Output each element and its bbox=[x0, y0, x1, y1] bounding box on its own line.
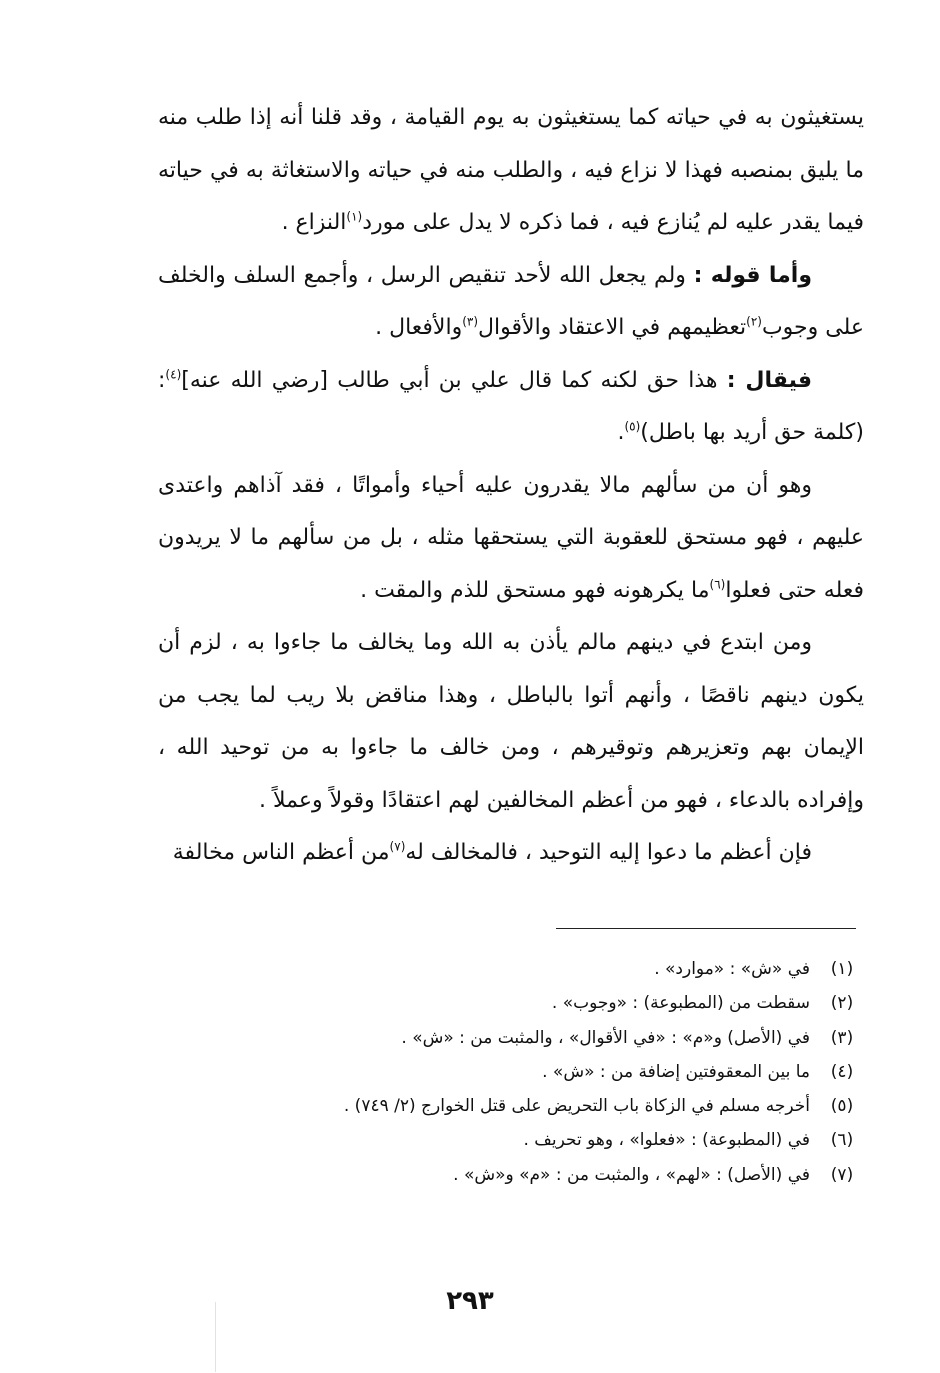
footnote-item bbox=[242, 1021, 862, 1055]
footnote-item bbox=[242, 1089, 862, 1123]
footnote-ref: (٥) bbox=[624, 419, 641, 434]
footnote-ref: (٣) bbox=[462, 314, 479, 329]
footnote-text: في (الأصل) : «لهم» ، والمثبت من : «م» و«ش» . bbox=[453, 1164, 810, 1185]
paragraph-text: تعظيمهم في الاعتقاد والأقوال bbox=[478, 315, 747, 340]
footnote-number: (٧) bbox=[830, 1164, 854, 1185]
paragraph-text: من أعظم الناس مخالفة bbox=[172, 840, 390, 865]
footnote-number: (١) bbox=[830, 959, 854, 979]
footnote-item bbox=[242, 1055, 862, 1089]
footnote-ref: (٦) bbox=[709, 577, 726, 592]
footnote-number: (٢) bbox=[830, 993, 854, 1014]
paragraph-text: النزاع . bbox=[281, 210, 347, 235]
paragraph-1 bbox=[158, 92, 864, 250]
footnote-item bbox=[242, 1158, 862, 1192]
paragraph-text: ولم يجعل الله لأحد تنقيص الرسل ، وأجمع السلف والخلف على وجوب bbox=[158, 262, 864, 340]
main-text bbox=[158, 92, 864, 880]
paragraph-text: . bbox=[617, 420, 625, 445]
paragraph-lead: وأما قوله : bbox=[693, 262, 812, 288]
footnote-item bbox=[242, 986, 862, 1020]
page-number: ٢٩٣ bbox=[446, 1286, 494, 1316]
footnote-ref: (٤) bbox=[165, 367, 182, 382]
footnote-ref: (١) bbox=[346, 209, 363, 224]
footnote-number: (٥) bbox=[830, 1096, 854, 1117]
footnote-number: (٤) bbox=[830, 1061, 854, 1082]
footnote-text: في (الأصل) و«م» : «في الأقوال» ، والمثبت من : «ش» . bbox=[401, 1027, 810, 1048]
footnote-text: سقطت من (المطبوعة) : «وجوب» . bbox=[551, 993, 810, 1014]
paragraph-6 bbox=[158, 827, 864, 880]
paragraph-5 bbox=[158, 617, 864, 827]
paragraph-text: وهو أن من سألهم مالا يقدرون عليه أحياء وأمواتًا ، فقد آذاهم واعتدى عليهم ، فهو مستحق للعقوبة التي يستحقها مثله ، بل من سألهم ما لا يريدون فعله حتى فعلوا bbox=[158, 472, 864, 603]
footnote-ref: (٧) bbox=[389, 839, 406, 854]
footnote-ref: (٢) bbox=[746, 314, 762, 329]
footnote-text: في «ش» : «موارد» . bbox=[654, 959, 810, 979]
paragraph-text: فإن أعظم ما دعوا إليه التوحيد ، فالمخالف له bbox=[405, 840, 812, 865]
paragraph-text: ومن ابتدع في دينهم مالم يأذن به الله وما يخالف ما جاءوا به ، لزم أن يكون دينهم ناقصًا ، وأنهم أتوا بالباطل ، وهذا مناقض بلا ريب لما يجب من الإيمان بهم وتعزيرهم وتوقيرهم ، ومن خالف ما جاءوا به من توحيد الله ، وإفراده بالدعاء ، فهو من أعظم المخالفين لهم اعتقادًا وقولاً وعملاً . bbox=[158, 630, 864, 813]
footnote-item bbox=[242, 1123, 862, 1157]
paragraph-4 bbox=[158, 460, 864, 618]
footnote-text: في (المطبوعة) : «فعلوا» ، وهو تحريف . bbox=[523, 1130, 810, 1151]
paragraph-text: هذا حق لكنه كما قال علي بن أبي طالب [رضي الله عنه] bbox=[181, 367, 727, 393]
footnote-separator bbox=[556, 928, 856, 929]
footnote-item bbox=[242, 952, 862, 986]
footnote-text: ما بين المعقوفتين إضافة من : «ش» . bbox=[542, 1061, 810, 1082]
paragraph-text: يستغيثون به في حياته كما يستغيثون به يوم القيامة ، وقد قلنا أنه إذا طلب منه ما يليق بمنصبه فهذا لا نزاع فيه ، والطلب منه في حياته والاستغاثة به في حياته فيما يقدر عليه لم يُنازع فيه ، فما ذكره لا يدل على مورد bbox=[158, 105, 864, 235]
paragraph-lead: فيقال : bbox=[726, 367, 812, 393]
margin-line bbox=[215, 1302, 216, 1372]
footnote-text: أخرجه مسلم في الزكاة باب التحريض على قتل الخوارج (٢/ ٧٤٩) . bbox=[343, 1096, 810, 1117]
paragraph-text: والأفعال . bbox=[375, 315, 463, 340]
paragraph-text: ما يكرهونه فهو مستحق للذم والمقت . bbox=[360, 577, 710, 603]
footnote-number: (٣) bbox=[830, 1027, 854, 1048]
paragraph-2 bbox=[158, 250, 864, 355]
footnotes bbox=[242, 952, 862, 1192]
paragraph-3 bbox=[158, 355, 864, 460]
paragraph-text: : (كلمة حق أريد بها باطل) bbox=[158, 367, 864, 445]
footnote-number: (٦) bbox=[830, 1130, 854, 1151]
